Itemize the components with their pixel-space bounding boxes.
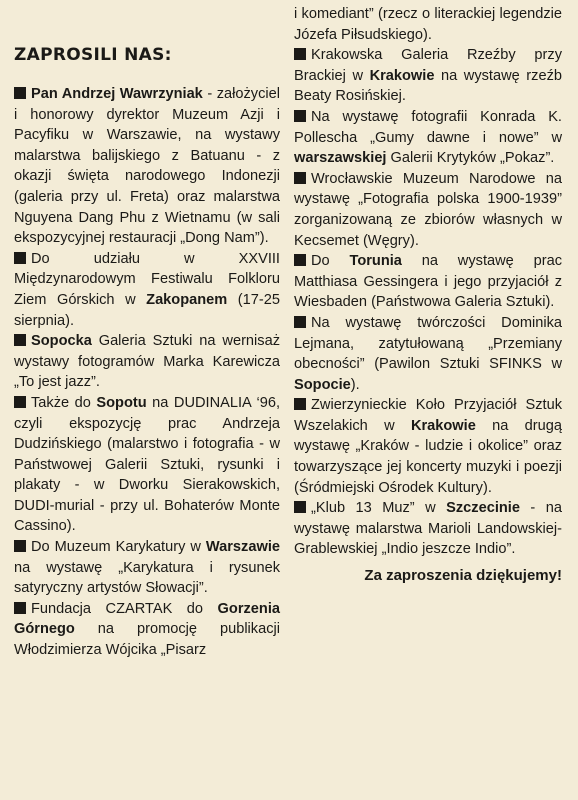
entry-10-text-end: na wystawę prac Matthiasa Gessingera i jego przyjaciół z Wiesbaden (Państwowa Galeria Sztuki).	[294, 253, 562, 311]
entry-10	[294, 251, 562, 313]
entry-8-text-end: Galerii Krytyków „Pokaz”.	[386, 150, 555, 167]
entry-1-bold: Pan Andrzej Wawrzyniak	[31, 86, 203, 102]
entry-13	[294, 498, 562, 560]
entry-3-bold: Sopocka	[31, 333, 92, 350]
square-bullet-icon	[294, 110, 306, 122]
entry-5-bold: Warszawie	[205, 539, 280, 556]
entry-4-bold: Sopotu	[96, 394, 147, 411]
square-bullet-icon	[294, 172, 306, 184]
square-bullet-icon	[14, 540, 26, 552]
entry-9	[294, 169, 562, 251]
entry-12	[294, 395, 562, 498]
entry-2-text: Do udziału w XXVIII Międzynarodowym Festiwalu Folkloru Ziem Górskich w	[14, 250, 280, 308]
entry-10-bold: Torunia	[349, 253, 402, 270]
entry-6-continued: i komediant” (rzecz o literackiej legendzie Józefa Piłsudskiego).	[294, 6, 562, 43]
entry-8-text: Na wystawę fotografii Konrada K. Pollescha „Gumy dawne i nowe” w	[294, 108, 562, 146]
square-bullet-icon	[294, 398, 306, 410]
square-bullet-icon	[294, 501, 306, 513]
entry-11-text: Na wystawę twórczości Dominika Lejmana, zatytułowaną „Przemiany obecności” (Pawilon Sztuki SFINKS w	[294, 314, 562, 373]
entry-1	[14, 84, 280, 249]
square-bullet-icon	[14, 87, 26, 99]
entry-2-bold: Zakopanem	[146, 291, 228, 308]
entry-8-bold: warszawskiej	[294, 150, 387, 167]
entry-4-text: Także do	[31, 394, 97, 411]
entry-5-text-end: na wystawę „Karykatura i rysunek satyryczny artystów Słowacji”.	[14, 559, 280, 597]
entry-9-text: Wrocławskie Muzeum Narodowe na wystawę „Fotografia polska 1900-1939” zorganizowaną ze zbiorów własnych w Kecsemet (Węgry).	[294, 170, 562, 249]
entry-7	[294, 45, 562, 107]
square-bullet-icon	[14, 396, 26, 408]
entry-11	[294, 313, 562, 395]
entry-6-bold: Gorzenia Górnego	[14, 600, 280, 638]
square-bullet-icon	[14, 602, 26, 614]
thanks-line: Za zaproszenia dziękujemy!	[364, 567, 562, 585]
entry-4	[14, 393, 280, 537]
entry-6-text: Fundacja CZARTAK do	[31, 600, 218, 617]
entry-13-text-end: - na wystawę malarstwa Marioli Landowskiej-Grablewskiej „Indio jeszcze Indio”.	[294, 500, 562, 558]
entry-11-bold: Sopocie	[294, 376, 351, 393]
entry-7-bold: Krakowie	[369, 67, 435, 84]
left-column	[14, 44, 280, 790]
heading: ZAPROSILI NAS:	[14, 45, 172, 65]
entry-1-text: - założyciel i honorowy dyrektor Muzeum Azji i Pacyfiku w Warszawie, na wystawy malarstwa balijskiego z Batuanu - z okazji święta narodowego Indonezji (galeria przy ul. Freta) oraz malarstwa Nguyena Dang Phu z Wietnamu (w sali ekspozycyjnej restauracji „Dong Nam”).	[14, 86, 281, 247]
square-bullet-icon	[294, 316, 306, 328]
right-column	[294, 4, 562, 750]
entry-3	[14, 331, 280, 393]
entry-5-text: Do Muzeum Karykatury w	[31, 539, 206, 556]
entry-12-text: Zwierzynieckie Koło Przyjaciół Sztuk Wszelakich w	[294, 397, 562, 434]
square-bullet-icon	[294, 254, 306, 266]
entry-7-text-end: na wystawę rzeźb Beaty Rosińskiej.	[294, 67, 562, 105]
entry-8	[294, 107, 562, 169]
square-bullet-icon	[294, 48, 306, 60]
entry-3-text: Galeria Sztuki na wernisaż wystawy fotogramów Marka Karewicza „To jest jazz”.	[14, 333, 280, 391]
entry-2	[14, 249, 280, 331]
entry-6-text-end: na promocję publikacji Włodzimierza Wójcika „Pisarz	[14, 621, 280, 659]
entry-10-text: Do	[311, 253, 350, 270]
entry-13-text: „Klub 13 Muz” w	[311, 500, 447, 517]
entry-4-text-end: na DUDINALIA ‘96, czyli ekspozycję prac Andrzeja Dudzińskiego (malarstwo i fotografia - w Państwowej Galerii Sztuki, rysunki i plakaty - w Dworku Sierakowskich, DUDI-murial - przy ul. Bohaterów Monte Cassino).	[14, 394, 280, 535]
entry-5	[14, 537, 280, 599]
entry-6	[14, 599, 280, 661]
square-bullet-icon	[14, 334, 26, 346]
entry-11-text-end: ).	[350, 376, 360, 393]
entry-12-text-end: na drugą wystawę „Kraków - ludzie i okolice” oraz towarzyszące jej koncerty muzyki i poezji (Śródmiejski Ośrodek Kultury).	[294, 417, 562, 496]
square-bullet-icon	[14, 252, 26, 264]
entry-13-bold: Szczecinie	[446, 500, 520, 517]
entry-2-text-end: (17-25 sierpnia).	[14, 291, 280, 329]
entry-12-bold: Krakowie	[410, 417, 476, 434]
entry-7-text: Krakowska Galeria Rzeźby przy Brackiej w	[294, 47, 562, 84]
